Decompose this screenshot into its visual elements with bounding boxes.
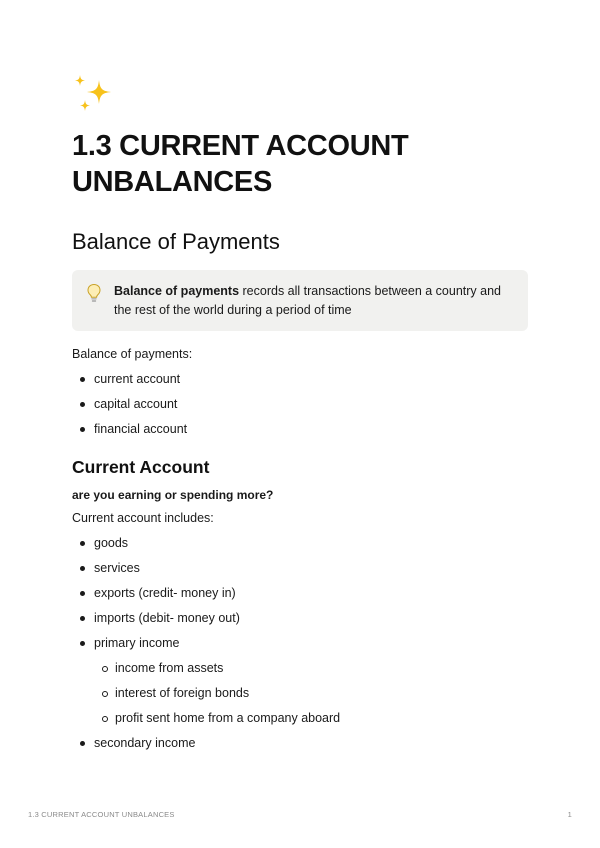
balance-list — [72, 370, 528, 438]
list-item: secondary income — [72, 734, 528, 752]
list-item-primary-income — [72, 634, 528, 727]
balance-intro: Balance of payments: — [72, 347, 193, 361]
list-item: goods — [72, 534, 528, 552]
section-heading-current-account: Current Account — [72, 457, 210, 477]
list-item: exports (credit- money in) — [72, 584, 528, 602]
page-title: 1.3 CURRENT ACCOUNT UNBALANCES — [72, 130, 409, 198]
current-account-question: are you earning or spending more? — [72, 488, 274, 502]
current-account-list — [72, 534, 528, 752]
primary-income-sublist — [94, 659, 528, 727]
footer-title: 1.3 CURRENT ACCOUNT UNBALANCES — [28, 810, 175, 819]
current-account-intro: Current account includes: — [72, 511, 214, 525]
callout-text — [114, 282, 512, 319]
page-number: 1 — [567, 810, 572, 819]
page-footer — [28, 810, 572, 819]
list-item: services — [72, 559, 528, 577]
list-item-label: primary income — [94, 636, 180, 650]
sub-list-item: income from assets — [94, 659, 528, 677]
list-item: capital account — [72, 395, 528, 413]
callout-box — [72, 270, 528, 331]
callout-term: Balance of payments — [114, 284, 240, 298]
list-item: current account — [72, 370, 528, 388]
section-heading-balance-of-payments: Balance of Payments — [72, 229, 280, 254]
list-item: financial account — [72, 420, 528, 438]
sparkles-icon — [72, 72, 528, 116]
callout-definition: records all transactions between a country and the rest of the world during a period of time — [114, 284, 501, 317]
lightbulb-icon — [86, 282, 104, 319]
list-item: imports (debit- money out) — [72, 609, 528, 627]
sub-list-item: profit sent home from a company aboard — [94, 709, 528, 727]
page-content — [72, 72, 528, 752]
sub-list-item: interest of foreign bonds — [94, 684, 528, 702]
